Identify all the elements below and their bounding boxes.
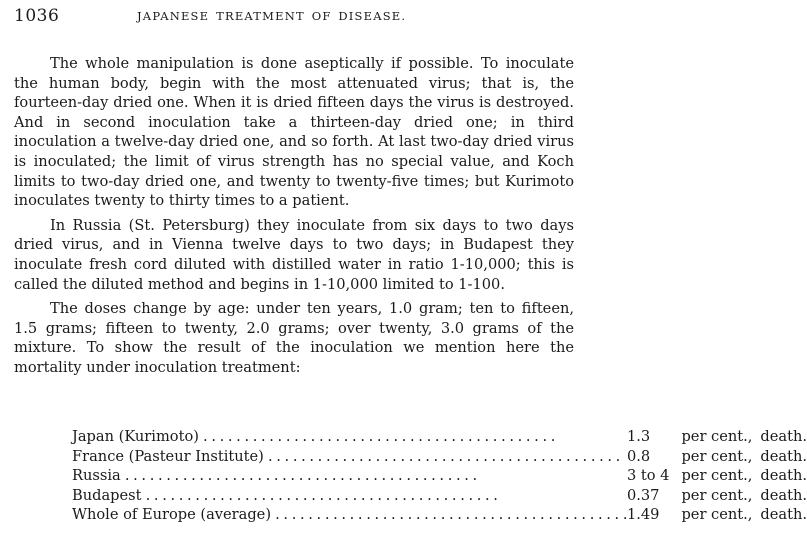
rate-cell: 1.49 — [626, 506, 660, 524]
paragraph-other-countries: In Russia (St. Petersburg) they inoculate from six days to two days dried virus, and in Vienna twelve days to two days; in Budapest they inoculate fresh cord diluted with distilled water in ratio 1-10,000; this is called the diluted method and begins in 1-10,000 limited to 1-100. — [14, 216, 574, 293]
body-text — [14, 54, 574, 383]
outcome-cell: death. — [760, 506, 807, 524]
table-row — [72, 447, 807, 467]
rate-cell: 3 to 4 — [626, 467, 670, 485]
table-row — [72, 466, 807, 486]
running-head: JAPANESE TREATMENT OF DISEASE. — [137, 9, 407, 23]
unit-cell: per cent., — [681, 506, 753, 524]
rate-cell: 1.3 — [626, 428, 651, 445]
table-row — [72, 486, 807, 506]
outcome-cell: death. — [760, 447, 807, 465]
mortality-table — [72, 427, 807, 525]
country-cell: Whole of Europe (average) . . . — [72, 505, 627, 525]
outcome-cell: death. — [760, 467, 807, 485]
unit-cell: per cent., — [681, 447, 753, 465]
outcome-cell: death. — [760, 486, 807, 504]
paragraph-doses: The doses change by age: under ten years, 1.0 gram; ten to fifteen, 1.5 grams; fifteen to twenty, 2.0 grams; over twenty, 3.0 grams of the mixture. To show the result of the inoculation we mention here the mortality under inoculation treatment: — [14, 300, 574, 376]
rate-cell: 0.8 — [626, 447, 651, 465]
paragraph-inoculation-method: The whole manipulation is done aseptically if possible. To inoculate the human body, begin with the most attenuated virus; that is, the fourteen-day dried one. When it is dried fifteen days the virus is destroyed. And in second inoculation take a thirteen-day dried one; in third inoculation a twelve-day dried one, and so forth. At last two-day dried virus is inoculated; the limit of virus strength has no special value, and Koch limits to two-day dried one, and twenty to twenty-five times; but Kurimoto inoculates twenty to thirty times to a patient. — [14, 55, 574, 210]
country-cell: Russia . . . — [72, 466, 627, 486]
table-row — [72, 505, 807, 525]
country-cell: France (Pasteur Institute) . . . — [72, 447, 627, 467]
unit-cell: per cent., — [681, 428, 753, 445]
unit-cell: per cent., — [681, 486, 753, 504]
page-header — [14, 6, 574, 30]
unit-cell: per cent., — [681, 467, 753, 485]
table-row — [72, 427, 807, 447]
page-number: 1036 — [14, 6, 60, 26]
country-cell: Budapest . . . — [72, 486, 627, 506]
rate-cell: 0.37 — [626, 486, 660, 504]
outcome-cell: death. — [760, 428, 807, 445]
country-cell: Japan (Kurimoto) . . . — [72, 427, 627, 447]
